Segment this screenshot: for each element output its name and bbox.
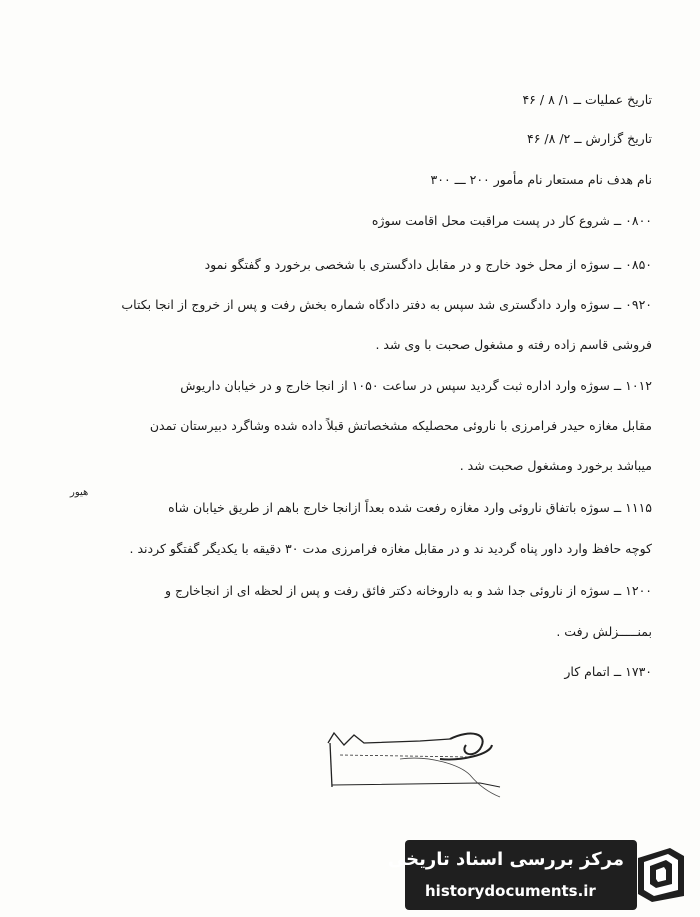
archive-logo-icon (632, 846, 690, 904)
log-entry-continuation: میباشد برخورد ومشغول صحبت شد . (459, 458, 652, 473)
handwritten-annotation: هیور (70, 487, 89, 498)
log-entry-continuation: بمنـــــزلش رفت . (556, 624, 652, 639)
log-entry-continuation: مقابل مغازه حیدر فرامرزی با ناروئی محصلیکه مشخصاتش قبلاً داده شده وشاگرد دبیرستان تمدن (149, 418, 652, 433)
report-date: تاریخ گزارش ــ ۲/ ۸/ ۴۶ (527, 131, 652, 146)
log-entry: ۱۱۱۵ ــ سوژه باتفاق ناروئی وارد مغازه رفعت شده بعداً ازانجا خارج باهم از طریق خیابان شاه (168, 500, 652, 515)
watermark-title: مرکز بررسی اسناد تاریخی (387, 849, 624, 870)
source-name-line: نام هدف نام مستعار نام مأمور ۲۰۰ ـــ ۳۰۰ (430, 172, 652, 187)
log-entry: ۱۰۱۲ ــ سوژه وارد اداره ثبت گردید سپس در ساعت ۱۰۵۰ از انجا خارج و در خیابان داریوش (180, 378, 652, 393)
watermark-url: historydocuments.ir (425, 882, 596, 900)
log-entry: ۰۹۲۰ ــ سوژه وارد دادگستری شد سپس به دفتر دادگاه شماره بخش رفت و پس از خروج از انجا بکتاب (121, 297, 652, 312)
log-entry-continuation: کوچه حافظ وارد داور پناه گردید ند و در مقابل مغازه فرامرزی مدت ۳۰ دقیقه با یکدیگر گفتگو کردند . (129, 541, 652, 556)
operation-date: تاریخ عملیات ــ ۱/ ۸ / ۴۶ (522, 92, 652, 107)
watermark (387, 840, 690, 910)
log-entry: ۱۷۳۰ ــ اتمام کار (564, 664, 652, 679)
signature (320, 715, 520, 805)
log-entry-continuation: فروشی قاسم زاده رفته و مشغول صحبت با وی شد . (375, 337, 652, 352)
log-entry: ۱۲۰۰ ــ سوژه از ناروئی جدا شد و به داروخانه دکتر فائق رفت و پس از لحظه ای از انجاخارج و (164, 583, 652, 598)
log-entry: ۰۸۵۰ ــ سوژه از محل خود خارج و در مقابل دادگستری با شخصی برخورد و گفتگو نمود (204, 257, 652, 272)
log-entry: ۰۸۰۰ ــ شروع کار در پست مراقبت محل اقامت سوژه (371, 213, 652, 228)
